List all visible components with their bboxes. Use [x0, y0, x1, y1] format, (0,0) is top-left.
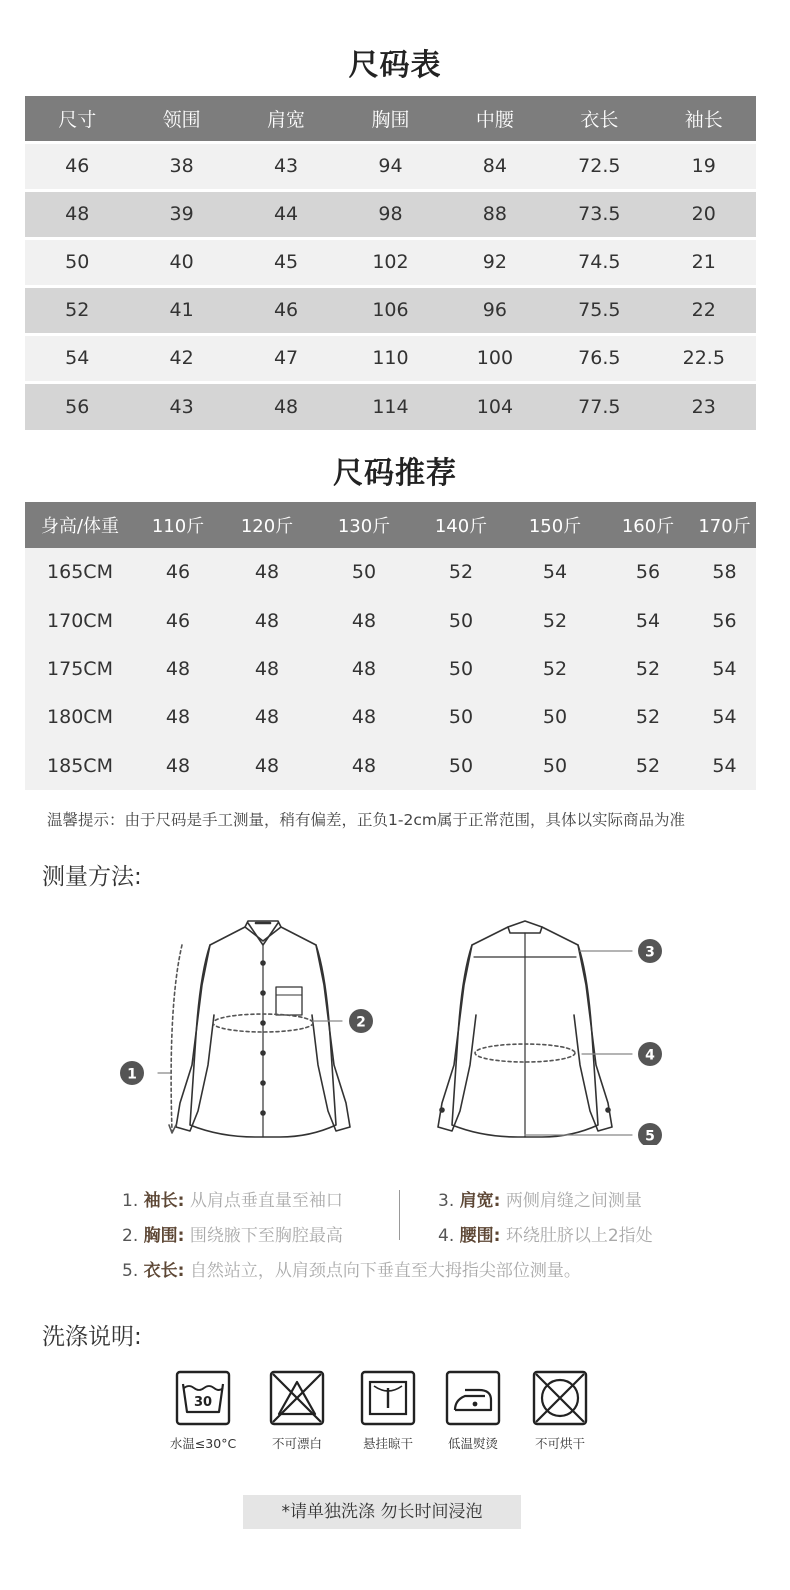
waist-col-header: 中腰	[443, 96, 547, 142]
table-row	[25, 382, 756, 430]
wash-label: 低温熨烫	[447, 1436, 498, 1451]
height-cell: 185CM	[25, 742, 135, 790]
marker-label: 5	[645, 1128, 655, 1145]
measure-key: 袖长:	[143, 1191, 185, 1211]
table-cell: 48	[135, 645, 221, 693]
table-cell: 43	[129, 382, 233, 430]
measure-num: 3.	[438, 1191, 455, 1211]
table-cell: 114	[338, 382, 442, 430]
table-cell: 46	[135, 548, 221, 596]
measure-key: 腰围:	[459, 1226, 501, 1246]
table-cell: 48	[25, 190, 129, 238]
table-cell: 46	[135, 596, 221, 644]
table-cell: 104	[443, 382, 547, 430]
table-cell: 88	[443, 190, 547, 238]
table-cell: 54	[693, 742, 756, 790]
table-cell: 47	[234, 334, 338, 382]
chest-col-header: 胸围	[338, 96, 442, 142]
table-cell: 22.5	[652, 334, 756, 382]
table-row	[25, 190, 756, 238]
weight-col-header: 130斤	[313, 502, 415, 548]
table-cell: 102	[338, 238, 442, 286]
table-cell: 56	[603, 548, 693, 596]
measure-desc: 围绕腋下至胸腔最高	[189, 1226, 343, 1246]
measure-heading: 测量方法:	[42, 864, 142, 890]
measure-marker-2	[349, 1009, 373, 1033]
table-cell: 74.5	[547, 238, 651, 286]
size-table-header-row	[25, 96, 756, 142]
table-cell: 96	[443, 286, 547, 334]
table-cell: 52	[25, 286, 129, 334]
measure-item-length	[122, 1256, 581, 1281]
table-row	[25, 596, 756, 644]
table-cell: 52	[603, 742, 693, 790]
low-iron-icon	[445, 1370, 501, 1426]
table-cell: 41	[129, 286, 233, 334]
shirt-front-icon	[158, 921, 350, 1137]
table-cell: 45	[234, 238, 338, 286]
table-cell: 20	[652, 190, 756, 238]
size-table-title: 尺码表	[348, 48, 442, 83]
neck-col-header: 领围	[129, 96, 233, 142]
measurement-diagram	[110, 915, 680, 1145]
table-cell: 56	[25, 382, 129, 430]
table-row	[25, 645, 756, 693]
wash-item	[348, 1370, 428, 1452]
measure-key: 衣长:	[143, 1261, 185, 1281]
table-cell: 77.5	[547, 382, 651, 430]
table-cell: 106	[338, 286, 442, 334]
table-cell: 50	[415, 645, 507, 693]
recommend-table-header-row	[25, 502, 756, 548]
wash-30-icon	[175, 1370, 231, 1426]
length-col-header: 衣长	[547, 96, 651, 142]
table-cell: 54	[603, 596, 693, 644]
measure-marker-3	[638, 939, 662, 963]
weight-col-header: 120斤	[221, 502, 313, 548]
wash-item	[520, 1370, 600, 1452]
recommend-table-title: 尺码推荐	[333, 456, 457, 491]
table-cell: 73.5	[547, 190, 651, 238]
wash-note: *请单独洗涤 勿长时间浸泡	[243, 1495, 521, 1529]
table-row	[25, 142, 756, 190]
table-cell: 54	[693, 645, 756, 693]
table-cell: 110	[338, 334, 442, 382]
weight-col-header: 140斤	[415, 502, 507, 548]
marker-label: 3	[645, 944, 655, 961]
table-cell: 52	[507, 645, 603, 693]
height-cell: 175CM	[25, 645, 135, 693]
table-cell: 98	[338, 190, 442, 238]
measure-item-waist	[438, 1221, 653, 1246]
table-row	[25, 693, 756, 741]
measure-key: 肩宽:	[459, 1191, 501, 1211]
table-cell: 40	[129, 238, 233, 286]
size-table	[25, 96, 756, 430]
table-cell: 75.5	[547, 286, 651, 334]
table-cell: 48	[234, 382, 338, 430]
table-cell: 50	[25, 238, 129, 286]
height-cell: 180CM	[25, 693, 135, 741]
measure-desc: 环绕肚脐以上2指处	[505, 1226, 653, 1246]
table-cell: 48	[313, 742, 415, 790]
measure-desc: 自然站立，从肩颈点向下垂直至大拇指尖部位测量。	[189, 1261, 581, 1281]
height-cell: 165CM	[25, 548, 135, 596]
table-cell: 76.5	[547, 334, 651, 382]
table-cell: 50	[507, 742, 603, 790]
marker-label: 1	[127, 1066, 137, 1083]
table-cell: 84	[443, 142, 547, 190]
table-cell: 48	[135, 693, 221, 741]
shirt-back-icon	[438, 921, 632, 1137]
measure-item-sleeve	[122, 1186, 343, 1211]
measure-num: 1.	[122, 1191, 139, 1211]
wash-label: 水温≤30°C	[169, 1436, 237, 1451]
table-cell: 54	[25, 334, 129, 382]
table-cell: 52	[603, 693, 693, 741]
table-cell: 44	[234, 190, 338, 238]
wash-label: 悬挂晾干	[362, 1436, 413, 1451]
table-cell: 23	[652, 382, 756, 430]
measure-marker-1	[120, 1061, 144, 1085]
wash-label: 不可漂白	[271, 1436, 322, 1451]
table-cell: 48	[221, 645, 313, 693]
wash-heading: 洗涤说明:	[42, 1324, 142, 1350]
measure-item-shoulder	[438, 1186, 642, 1211]
table-cell: 72.5	[547, 142, 651, 190]
size-tip: 温馨提示：由于尺码是手工测量，稍有偏差，正负1-2cm属于正常范围，具体以实际商品为准	[47, 811, 685, 829]
weight-col-header: 160斤	[603, 502, 693, 548]
no-bleach-icon	[269, 1370, 325, 1426]
measure-item-chest	[122, 1221, 343, 1246]
table-cell: 21	[652, 238, 756, 286]
table-cell: 48	[313, 693, 415, 741]
measure-num: 2.	[122, 1226, 139, 1246]
table-cell: 100	[443, 334, 547, 382]
table-cell: 38	[129, 142, 233, 190]
table-row	[25, 334, 756, 382]
table-cell: 48	[221, 548, 313, 596]
table-cell: 39	[129, 190, 233, 238]
no-tumble-dry-icon	[532, 1370, 588, 1426]
height-weight-col-header: 身高/体重	[25, 502, 135, 548]
table-cell: 54	[693, 693, 756, 741]
measure-marker-4	[638, 1042, 662, 1066]
table-cell: 48	[221, 596, 313, 644]
measure-desc: 从肩点垂直量至袖口	[189, 1191, 343, 1211]
table-cell: 58	[693, 548, 756, 596]
table-cell: 22	[652, 286, 756, 334]
height-cell: 170CM	[25, 596, 135, 644]
table-cell: 52	[415, 548, 507, 596]
table-cell: 52	[507, 596, 603, 644]
wash-item	[163, 1370, 243, 1452]
table-cell: 46	[234, 286, 338, 334]
measure-num: 5.	[122, 1261, 139, 1281]
table-cell: 48	[221, 693, 313, 741]
table-cell: 42	[129, 334, 233, 382]
wash-item	[433, 1370, 513, 1452]
table-cell: 50	[313, 548, 415, 596]
table-cell: 48	[313, 645, 415, 693]
measure-key: 胸围:	[143, 1226, 185, 1246]
table-cell: 56	[693, 596, 756, 644]
table-cell: 52	[603, 645, 693, 693]
shoulder-col-header: 肩宽	[234, 96, 338, 142]
measure-divider	[399, 1190, 400, 1240]
size-col-header: 尺寸	[25, 96, 129, 142]
wash-item	[257, 1370, 337, 1452]
table-cell: 50	[415, 596, 507, 644]
weight-col-header: 150斤	[507, 502, 603, 548]
table-cell: 50	[415, 742, 507, 790]
measure-desc: 两侧肩缝之间测量	[505, 1191, 642, 1211]
table-cell: 43	[234, 142, 338, 190]
table-row	[25, 742, 756, 790]
table-cell: 92	[443, 238, 547, 286]
hang-dry-icon	[360, 1370, 416, 1426]
weight-col-header: 170斤	[693, 502, 756, 548]
table-row	[25, 286, 756, 334]
table-cell: 48	[313, 596, 415, 644]
table-cell: 94	[338, 142, 442, 190]
table-cell: 50	[507, 693, 603, 741]
weight-col-header: 110斤	[135, 502, 221, 548]
marker-label: 4	[645, 1047, 655, 1064]
table-cell: 50	[415, 693, 507, 741]
measure-marker-5	[638, 1123, 662, 1145]
table-row	[25, 548, 756, 596]
table-cell: 54	[507, 548, 603, 596]
recommend-table	[25, 502, 756, 790]
wash-label: 不可烘干	[534, 1436, 585, 1451]
marker-label: 2	[356, 1014, 366, 1031]
table-row	[25, 238, 756, 286]
table-cell: 48	[221, 742, 313, 790]
table-cell: 19	[652, 142, 756, 190]
measure-num: 4.	[438, 1226, 455, 1246]
wash-temp-mark: 30	[193, 1395, 213, 1410]
sleeve-col-header: 袖长	[652, 96, 756, 142]
table-cell: 48	[135, 742, 221, 790]
table-cell: 46	[25, 142, 129, 190]
